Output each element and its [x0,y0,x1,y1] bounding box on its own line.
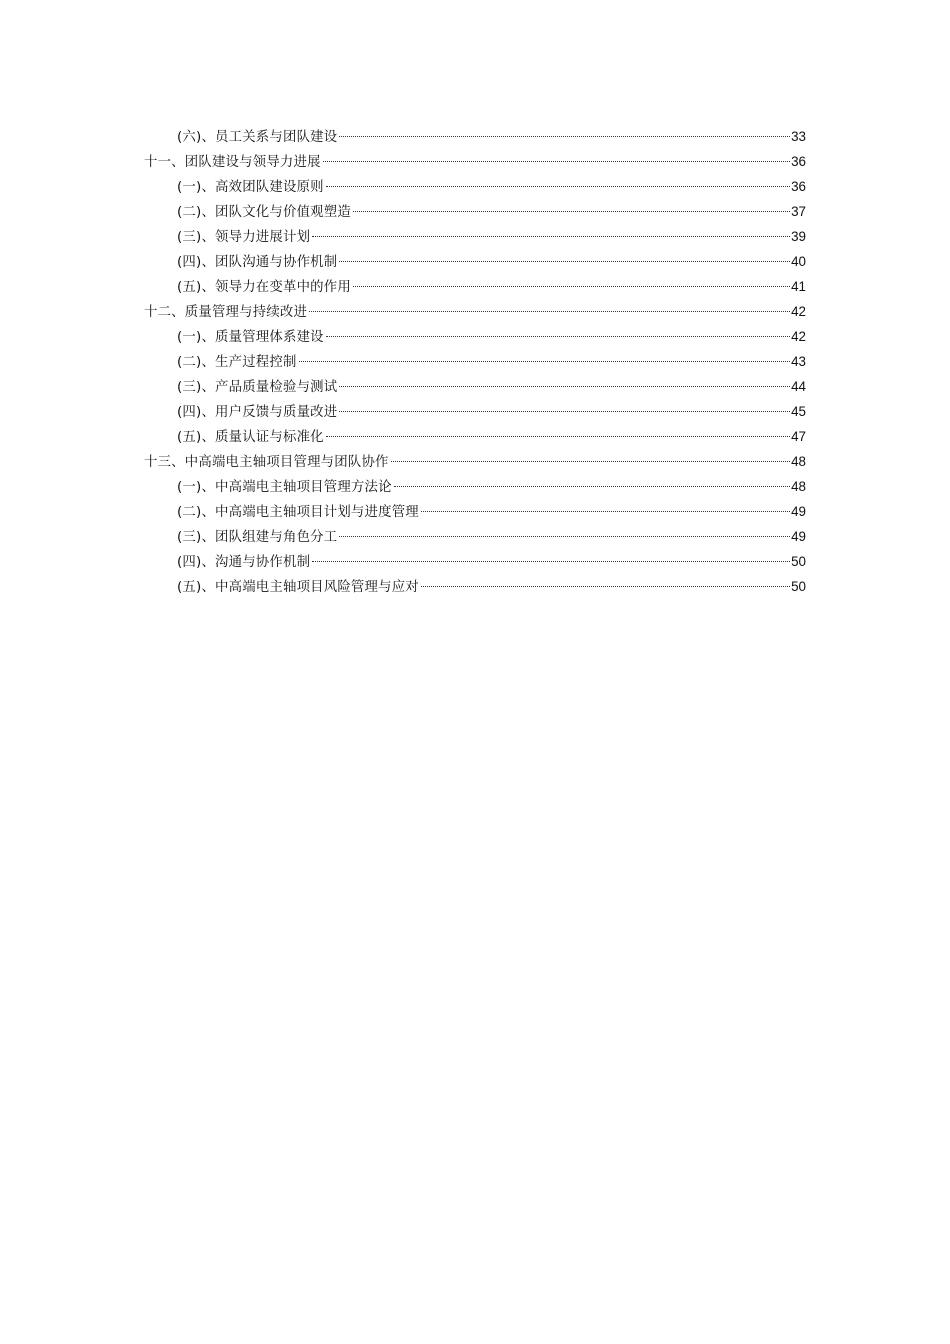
toc-entry[interactable] [144,299,806,324]
toc-entry[interactable] [144,199,806,224]
toc-entry-label: (二)、团队文化与价值观塑造 [177,205,351,220]
toc-entry-label: 十二、质量管理与持续改进 [144,305,308,320]
toc-entry[interactable] [144,549,806,574]
toc-entry-label: (二)、中高端电主轴项目计划与进度管理 [177,505,419,520]
toc-page-number: 36 [791,179,806,194]
toc-entry-label: (三)、团队组建与角色分工 [177,530,338,545]
toc-dot-leader [312,561,790,562]
toc-entry-label: 十三、中高端电主轴项目管理与团队协作 [144,455,389,470]
toc-page-number: 50 [791,554,806,569]
toc-dot-leader [309,311,790,312]
toc-entry[interactable] [144,274,806,299]
toc-page-number: 41 [791,279,806,294]
toc-page-number: 42 [791,304,806,319]
toc-entry[interactable] [144,174,806,199]
toc-entry-label: (三)、领导力进展计划 [177,230,311,245]
toc-entry-label: (一)、高效团队建设原则 [177,180,324,195]
toc-page-number: 49 [791,504,806,519]
toc-page-number: 43 [791,354,806,369]
toc-page-number: 44 [791,379,806,394]
toc-entry-label: (六)、员工关系与团队建设 [177,130,338,145]
toc-entry-label: (五)、领导力在变革中的作用 [177,280,351,295]
toc-dot-leader [299,361,791,362]
toc-entry-label: (一)、质量管理体系建设 [177,330,324,345]
toc-dot-leader [339,261,790,262]
toc-entry[interactable] [144,424,806,449]
toc-dot-leader [394,486,790,487]
toc-entry[interactable] [144,224,806,249]
toc-entry-label: 十一、团队建设与领导力进展 [144,155,321,170]
toc-entry-label: (四)、用户反馈与质量改进 [177,405,338,420]
toc-page-number: 48 [791,479,806,494]
toc-page-number: 50 [791,579,806,594]
toc-page-number: 36 [791,154,806,169]
toc-page-number: 37 [791,204,806,219]
toc-entry-label: (一)、中高端电主轴项目管理方法论 [177,480,392,495]
toc-entry[interactable] [144,524,806,549]
toc-dot-leader [339,136,790,137]
toc-entry-label: (五)、质量认证与标准化 [177,430,324,445]
toc-dot-leader [326,186,790,187]
toc-dot-leader [339,386,790,387]
toc-entry-label: (三)、产品质量检验与测试 [177,380,338,395]
toc-entry[interactable] [144,124,806,149]
toc-entry[interactable] [144,499,806,524]
toc-entry[interactable] [144,574,806,599]
toc-page-number: 33 [791,129,806,144]
toc-entry[interactable] [144,249,806,274]
toc-page-number: 48 [791,454,806,469]
toc-entry[interactable] [144,449,806,474]
toc-dot-leader [326,436,790,437]
toc-entry[interactable] [144,349,806,374]
toc-entry-label: (五)、中高端电主轴项目风险管理与应对 [177,580,419,595]
toc-page-number: 42 [791,329,806,344]
toc-entry[interactable] [144,474,806,499]
toc-dot-leader [312,236,790,237]
toc-dot-leader [339,536,790,537]
toc-dot-leader [353,286,790,287]
toc-dot-leader [326,336,790,337]
toc-entry[interactable] [144,324,806,349]
toc-entry[interactable] [144,149,806,174]
toc-page-number: 45 [791,404,806,419]
toc-page-number: 49 [791,529,806,544]
toc-dot-leader [421,586,790,587]
toc-page-number: 47 [791,429,806,444]
toc-entry[interactable] [144,399,806,424]
toc-entry[interactable] [144,374,806,399]
toc-dot-leader [421,511,790,512]
toc-entry-label: (二)、生产过程控制 [177,355,297,370]
toc-page-number: 40 [791,254,806,269]
toc-dot-leader [353,211,790,212]
table-of-contents [144,124,806,599]
toc-entry-label: (四)、沟通与协作机制 [177,555,311,570]
toc-dot-leader [323,161,790,162]
toc-dot-leader [391,461,790,462]
toc-entry-label: (四)、团队沟通与协作机制 [177,255,338,270]
toc-page-number: 39 [791,229,806,244]
toc-dot-leader [339,411,790,412]
